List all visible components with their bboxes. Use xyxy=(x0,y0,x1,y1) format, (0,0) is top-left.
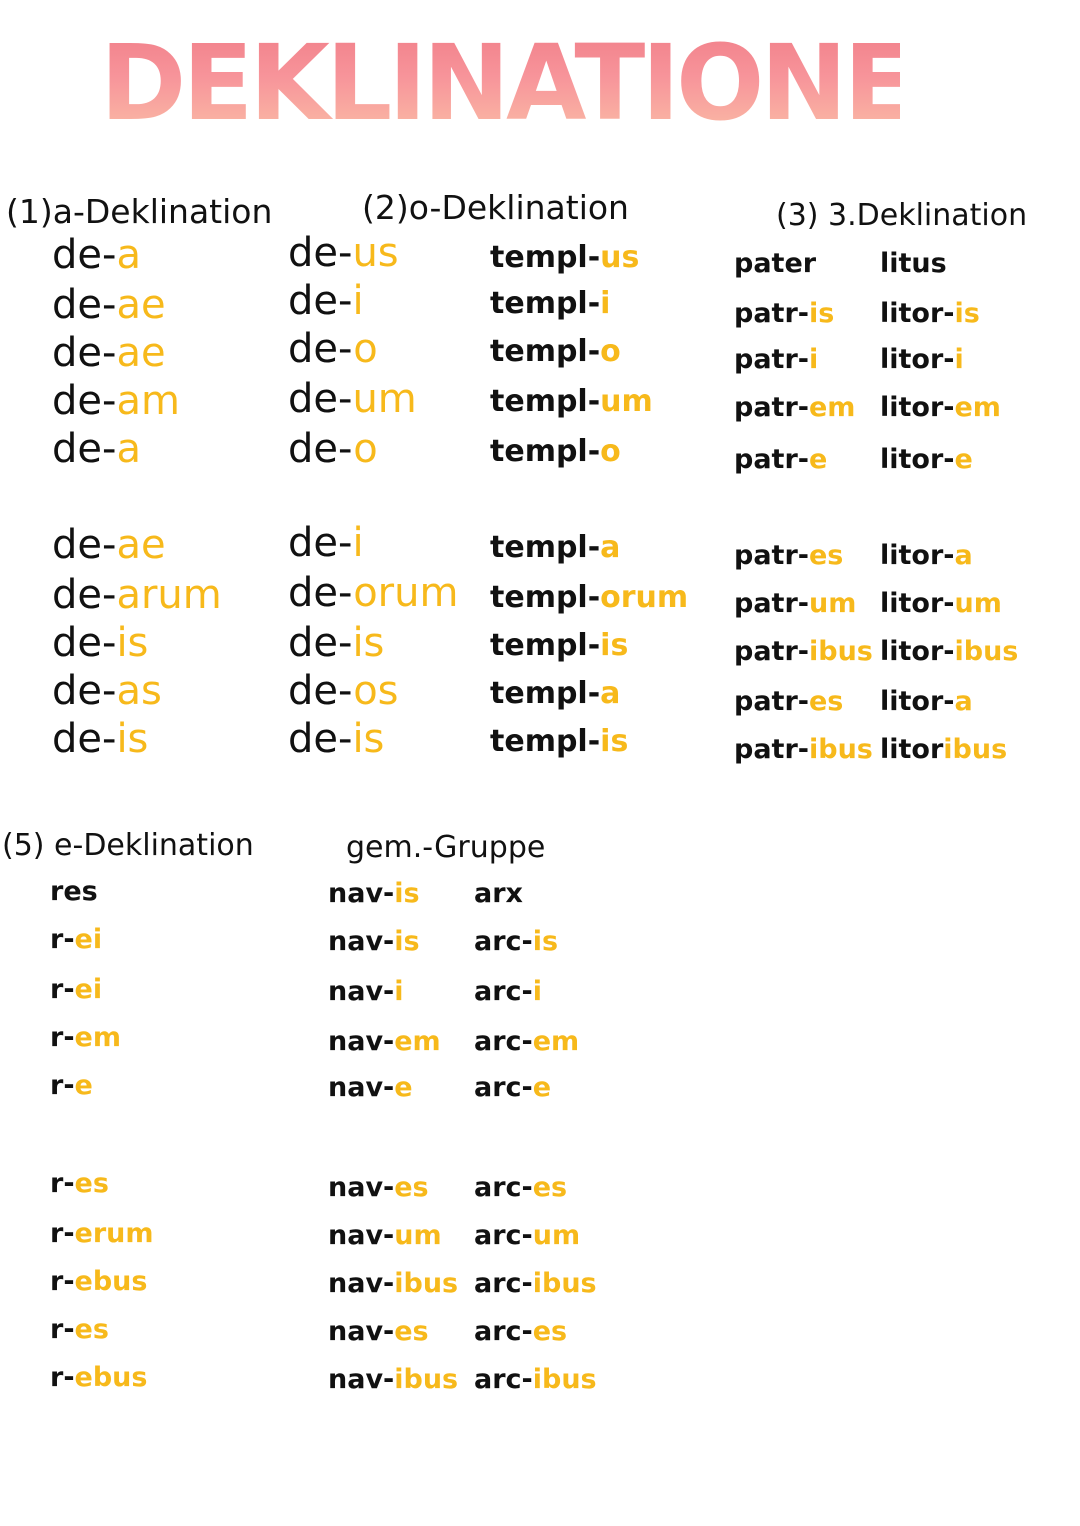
heading-third-declension: (3) 3.Deklination xyxy=(776,198,1028,233)
case-ending: ibus xyxy=(394,1364,459,1395)
word-stem: de- xyxy=(288,570,354,616)
declension-form xyxy=(474,976,542,1007)
word-stem: de- xyxy=(288,230,353,276)
word-stem: res xyxy=(50,876,98,907)
word-stem: litor- xyxy=(880,344,955,375)
case-ending: is xyxy=(352,620,385,666)
declension-form xyxy=(50,974,102,1005)
declension-form xyxy=(52,378,180,424)
case-ending: a xyxy=(116,232,141,278)
word-stem: pater xyxy=(734,248,817,279)
declension-form xyxy=(328,878,420,909)
heading-e-declension: (5) e-Deklination xyxy=(2,828,254,863)
case-ending: a xyxy=(116,426,141,472)
case-ending: as xyxy=(116,668,162,714)
declension-form xyxy=(328,976,404,1007)
declension-form xyxy=(288,570,458,616)
case-ending: e xyxy=(808,444,828,475)
case-ending: a xyxy=(954,686,973,717)
case-ending: a xyxy=(600,530,621,565)
word-stem: nav- xyxy=(328,926,395,957)
word-stem: arc- xyxy=(474,1172,533,1203)
declension-form xyxy=(490,628,628,663)
case-ending: is xyxy=(808,298,835,329)
word-stem: litor- xyxy=(880,392,955,423)
declension-form xyxy=(474,1072,551,1103)
declension-form xyxy=(880,298,980,329)
word-stem: nav- xyxy=(328,1316,395,1347)
declension-form xyxy=(288,426,378,472)
word-stem: litor- xyxy=(880,444,955,475)
word-stem: patr- xyxy=(734,444,809,475)
declension-form xyxy=(328,1072,413,1103)
declension-form xyxy=(474,926,558,957)
word-stem: r- xyxy=(50,1070,75,1101)
word-stem: patr- xyxy=(734,734,809,765)
word-stem: patr- xyxy=(734,392,809,423)
declension-form xyxy=(474,878,523,909)
declension-form xyxy=(50,1218,154,1249)
word-stem: nav- xyxy=(328,1364,395,1395)
case-ending: ebus xyxy=(74,1266,148,1297)
case-ending: us xyxy=(352,230,399,276)
case-ending: ei xyxy=(74,974,103,1005)
case-ending: is xyxy=(394,878,420,909)
page-title: DEKLINATIONEN xyxy=(100,18,900,148)
declension-form xyxy=(50,924,102,955)
word-stem: templ- xyxy=(490,628,601,663)
case-ending: i xyxy=(352,520,364,566)
word-stem: templ- xyxy=(490,334,601,369)
declension-form xyxy=(328,926,420,957)
case-ending: i xyxy=(600,286,611,321)
word-stem: litor- xyxy=(880,588,955,619)
declension-form xyxy=(880,344,964,375)
word-stem: de- xyxy=(288,520,353,566)
word-stem: templ- xyxy=(490,286,601,321)
word-stem: r- xyxy=(50,1218,75,1249)
declension-form xyxy=(288,716,384,762)
declension-form xyxy=(734,540,843,571)
word-stem: de- xyxy=(52,572,117,618)
word-stem: patr- xyxy=(734,344,809,375)
case-ending: em xyxy=(394,1026,441,1057)
case-ending: e xyxy=(74,1070,93,1101)
declension-form xyxy=(52,716,148,762)
case-ending: is xyxy=(532,926,559,957)
word-stem: patr- xyxy=(734,588,809,619)
declension-form xyxy=(734,686,843,717)
case-ending: i xyxy=(532,976,543,1007)
word-stem: templ- xyxy=(490,530,601,565)
heading-o-declension: (2)o-Deklination xyxy=(362,188,629,227)
case-ending: es xyxy=(808,686,844,717)
case-ending: ibus xyxy=(954,636,1019,667)
word-stem: templ- xyxy=(490,580,601,615)
case-ending: os xyxy=(353,668,399,714)
word-stem: patr- xyxy=(734,686,809,717)
declension-form xyxy=(490,724,628,759)
case-ending: es xyxy=(74,1168,109,1199)
declension-form xyxy=(328,1268,458,1299)
case-ending: um xyxy=(532,1220,581,1251)
word-stem: nav- xyxy=(328,1072,395,1103)
declension-form xyxy=(880,444,973,475)
case-ending: em xyxy=(532,1026,580,1057)
case-ending: e xyxy=(394,1072,413,1103)
declension-form xyxy=(880,734,1007,765)
word-stem: de- xyxy=(288,668,354,714)
declension-form xyxy=(50,1362,147,1393)
declension-form xyxy=(288,278,364,324)
declension-form xyxy=(50,1314,109,1345)
case-ending: o xyxy=(600,434,621,469)
case-ending: is xyxy=(600,724,629,759)
word-stem: de- xyxy=(52,522,117,568)
word-stem: de- xyxy=(52,330,117,376)
case-ending: o xyxy=(353,326,378,372)
word-stem: de- xyxy=(52,232,117,278)
declension-form xyxy=(328,1026,441,1057)
word-stem: de- xyxy=(288,326,354,372)
case-ending: is xyxy=(394,926,420,957)
declension-form xyxy=(50,1168,109,1199)
word-stem: templ- xyxy=(490,434,601,469)
declension-form xyxy=(52,668,162,714)
case-ending: es xyxy=(532,1172,568,1203)
case-ending: orum xyxy=(600,580,689,615)
declension-form xyxy=(880,588,1002,619)
declension-form xyxy=(50,1022,121,1053)
declension-form xyxy=(734,344,818,375)
word-stem: patr- xyxy=(734,540,809,571)
case-ending: a xyxy=(954,540,973,571)
declension-form xyxy=(490,580,688,615)
case-ending: is xyxy=(600,628,629,663)
word-stem: litor- xyxy=(880,636,955,667)
word-stem: litor xyxy=(880,734,944,765)
case-ending: ae xyxy=(116,330,166,376)
case-ending: es xyxy=(808,540,844,571)
word-stem: de- xyxy=(52,282,117,328)
word-stem: litor- xyxy=(880,298,955,329)
declension-form xyxy=(490,286,610,321)
declension-form xyxy=(288,376,417,422)
declension-form xyxy=(328,1364,458,1395)
word-stem: nav- xyxy=(328,878,395,909)
word-stem: r- xyxy=(50,1314,75,1345)
declension-form xyxy=(880,686,973,717)
case-ending: ibus xyxy=(532,1364,597,1395)
case-ending: e xyxy=(954,444,973,475)
case-ending: o xyxy=(600,334,621,369)
case-ending: ei xyxy=(74,924,103,955)
word-stem: nav- xyxy=(328,976,395,1007)
word-stem: litor- xyxy=(880,540,955,571)
declension-form xyxy=(50,1266,147,1297)
declension-form xyxy=(474,1268,597,1299)
case-ending: es xyxy=(394,1172,429,1203)
case-ending: o xyxy=(353,426,378,472)
word-stem: de- xyxy=(52,620,117,666)
case-ending: is xyxy=(116,620,149,666)
word-stem: de- xyxy=(288,376,353,422)
case-ending: orum xyxy=(353,570,459,616)
word-stem: de- xyxy=(288,426,354,472)
declension-form xyxy=(880,392,1001,423)
case-ending: ibus xyxy=(943,734,1008,765)
word-stem: r- xyxy=(50,1022,75,1053)
case-ending: um xyxy=(600,384,653,419)
case-ending: ae xyxy=(116,282,166,328)
case-ending: ebus xyxy=(74,1362,148,1393)
declension-form xyxy=(288,668,399,714)
heading-gem-group: gem.-Gruppe xyxy=(346,830,546,865)
declension-form xyxy=(490,530,620,565)
word-stem: arc- xyxy=(474,1072,533,1103)
declension-form xyxy=(50,1070,93,1101)
declension-form xyxy=(52,282,166,328)
case-ending: erum xyxy=(74,1218,154,1249)
word-stem: litor- xyxy=(880,686,955,717)
case-ending: um xyxy=(394,1220,442,1251)
word-stem: arc- xyxy=(474,1026,533,1057)
word-stem: r- xyxy=(50,1362,75,1393)
word-stem: templ- xyxy=(490,724,601,759)
word-stem: arc- xyxy=(474,1220,533,1251)
case-ending: ibus xyxy=(532,1268,597,1299)
case-ending: is xyxy=(352,716,385,762)
word-stem: r- xyxy=(50,1168,75,1199)
word-stem: de- xyxy=(52,668,117,714)
case-ending: um xyxy=(352,376,417,422)
case-ending: e xyxy=(532,1072,552,1103)
heading-a-declension: (1)a-Deklination xyxy=(6,192,273,231)
word-stem: arc- xyxy=(474,1268,533,1299)
declension-form xyxy=(328,1220,442,1251)
word-stem: litus xyxy=(880,248,947,279)
declension-form xyxy=(52,232,141,278)
declension-form xyxy=(474,1220,580,1251)
case-ending: ibus xyxy=(808,734,873,765)
case-ending: arum xyxy=(116,572,222,618)
declension-form xyxy=(490,434,621,469)
declension-form xyxy=(52,620,148,666)
word-stem: de- xyxy=(288,620,353,666)
word-stem: arc- xyxy=(474,1316,533,1347)
word-stem: r- xyxy=(50,974,75,1005)
declension-form xyxy=(288,326,378,372)
declension-form xyxy=(734,444,827,475)
word-stem: r- xyxy=(50,1266,75,1297)
declension-form xyxy=(328,1316,429,1347)
case-ending: i xyxy=(352,278,364,324)
declension-form xyxy=(52,330,166,376)
declension-form xyxy=(490,334,621,369)
word-stem: patr- xyxy=(734,298,809,329)
declension-form xyxy=(490,240,639,275)
declension-form xyxy=(52,426,141,472)
word-stem: nav- xyxy=(328,1026,395,1057)
declension-form xyxy=(328,1172,429,1203)
word-stem: r- xyxy=(50,924,75,955)
case-ending: em xyxy=(954,392,1001,423)
word-stem: arc- xyxy=(474,926,533,957)
word-stem: patr- xyxy=(734,636,809,667)
case-ending: es xyxy=(532,1316,568,1347)
declension-form xyxy=(490,384,653,419)
declension-form xyxy=(734,636,873,667)
case-ending: es xyxy=(74,1314,109,1345)
case-ending: a xyxy=(600,676,621,711)
word-stem: de- xyxy=(52,426,117,472)
case-ending: is xyxy=(116,716,149,762)
declension-form xyxy=(880,636,1018,667)
word-stem: de- xyxy=(288,278,353,324)
case-ending: em xyxy=(808,392,856,423)
case-ending: am xyxy=(116,378,180,424)
declension-form xyxy=(734,392,855,423)
declension-form xyxy=(734,734,873,765)
declension-form xyxy=(474,1172,567,1203)
case-ending: i xyxy=(954,344,964,375)
word-stem: de- xyxy=(288,716,353,762)
case-ending: ibus xyxy=(394,1268,459,1299)
declension-form xyxy=(880,248,947,279)
case-ending: ae xyxy=(116,522,166,568)
declension-form xyxy=(734,588,856,619)
declension-form xyxy=(490,676,620,711)
declension-form xyxy=(50,876,98,907)
word-stem: arx xyxy=(474,878,523,909)
case-ending: is xyxy=(954,298,980,329)
declension-form xyxy=(734,298,834,329)
case-ending: em xyxy=(74,1022,121,1053)
declension-form xyxy=(734,248,816,279)
word-stem: templ- xyxy=(490,676,601,711)
declension-form xyxy=(288,230,399,276)
word-stem: nav- xyxy=(328,1220,395,1251)
case-ending: us xyxy=(600,240,640,275)
word-stem: templ- xyxy=(490,384,601,419)
declension-form xyxy=(474,1316,567,1347)
case-ending: es xyxy=(394,1316,429,1347)
case-ending: um xyxy=(954,588,1002,619)
declension-form xyxy=(288,620,384,666)
declension-form xyxy=(474,1026,579,1057)
declension-form xyxy=(52,522,166,568)
declension-form xyxy=(52,572,222,618)
word-stem: templ- xyxy=(490,240,601,275)
case-ending: ibus xyxy=(808,636,873,667)
declension-form xyxy=(288,520,364,566)
word-stem: arc- xyxy=(474,1364,533,1395)
word-stem: arc- xyxy=(474,976,533,1007)
declension-form xyxy=(474,1364,597,1395)
word-stem: de- xyxy=(52,378,117,424)
case-ending: i xyxy=(808,344,819,375)
declension-form xyxy=(880,540,973,571)
case-ending: i xyxy=(394,976,404,1007)
word-stem: nav- xyxy=(328,1268,395,1299)
case-ending: um xyxy=(808,588,857,619)
word-stem: nav- xyxy=(328,1172,395,1203)
word-stem: de- xyxy=(52,716,117,762)
